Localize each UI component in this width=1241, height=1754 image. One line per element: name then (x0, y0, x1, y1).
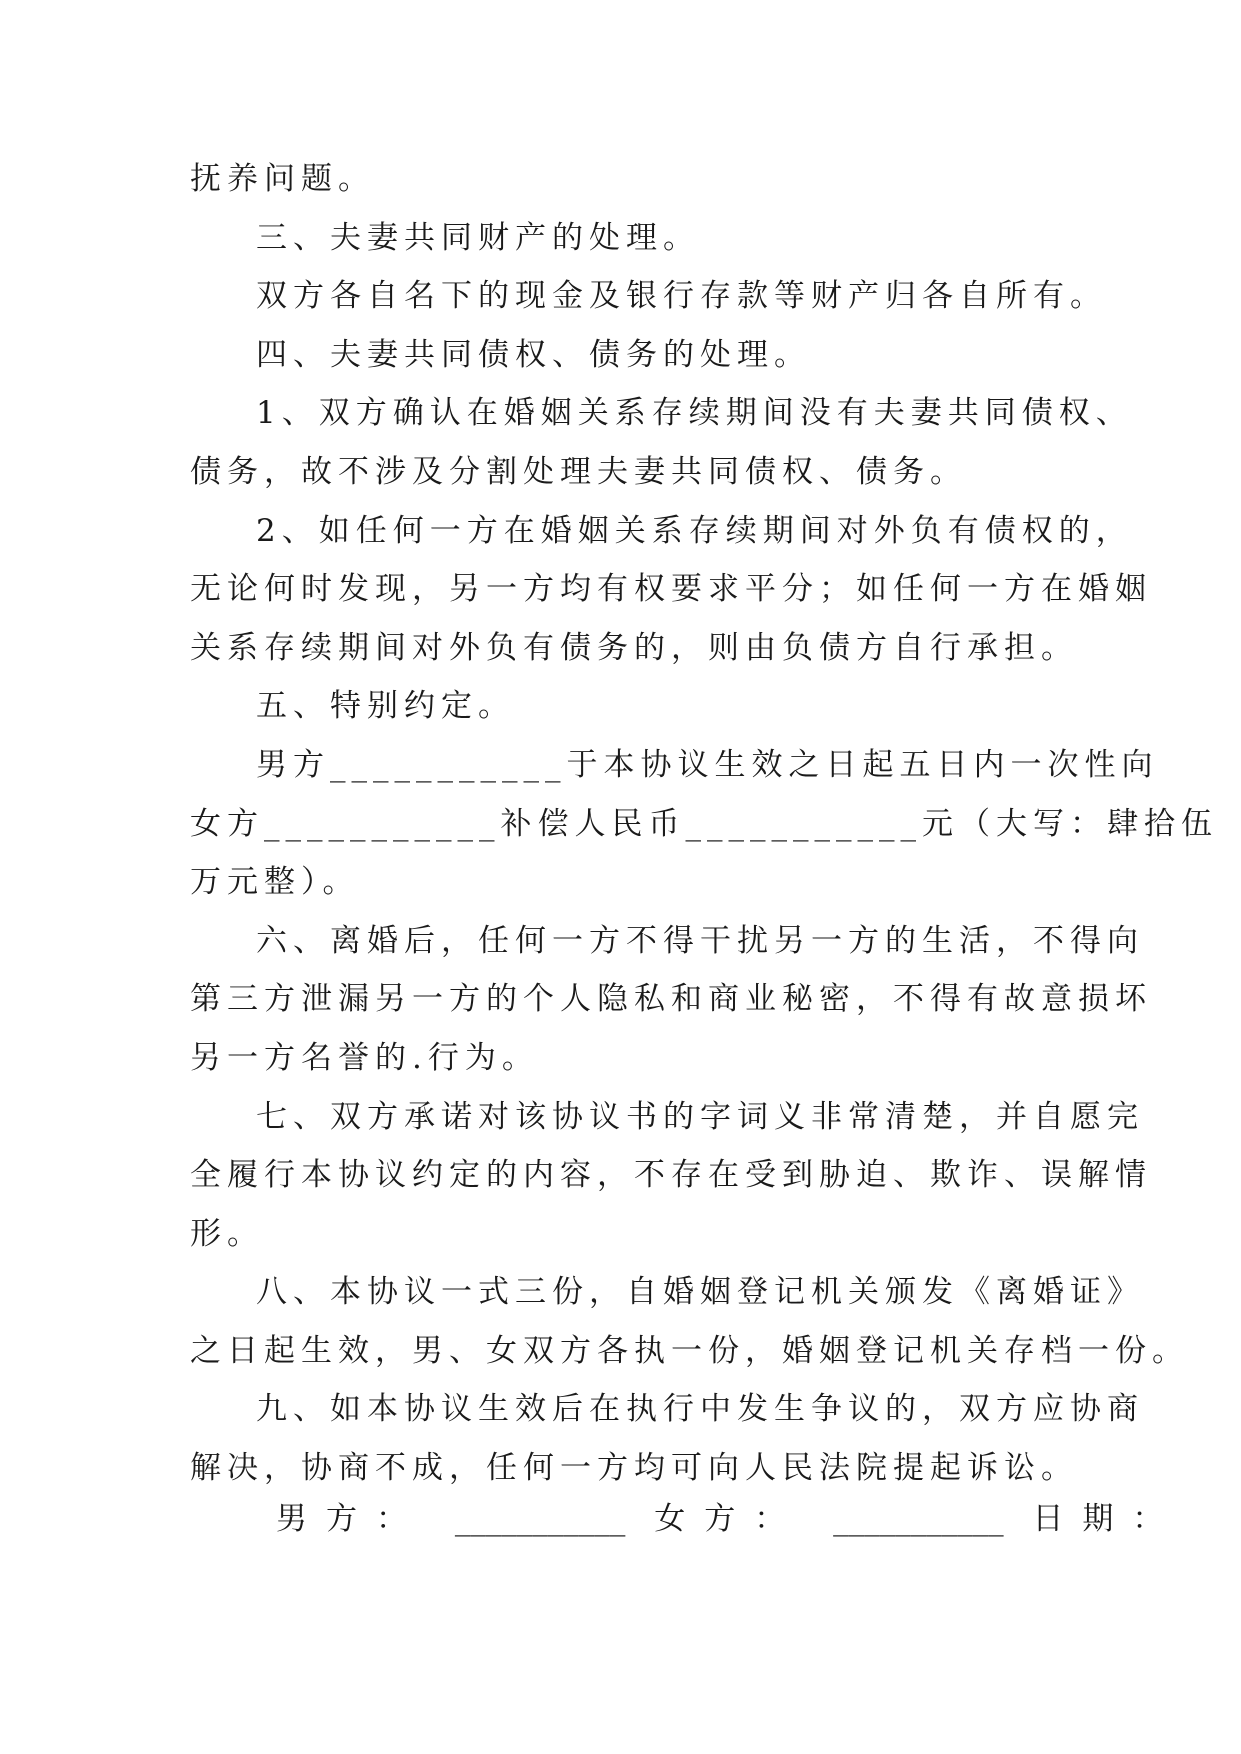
paragraph-line: 万元整）。 (190, 864, 360, 901)
signature-line (276, 1490, 1182, 1548)
paragraph-line: 之日起生效，男、女双方各执一份，婚姻登记机关存档一份。 (190, 1332, 1189, 1369)
female-signature-label: 女方： (654, 1501, 805, 1537)
paragraph-line: 男方___________于本协议生效之日起五日内一次性向 (256, 746, 1159, 783)
paragraph-line: 解决，协商不成，任何一方均可向人民法院提起诉讼。 (190, 1450, 1078, 1487)
paragraph-line: 形。 (190, 1215, 264, 1252)
document-body (190, 150, 1218, 1498)
section-heading: 三、夫妻共同财产的处理。 (256, 219, 700, 256)
female-signature-blank: ___________ (833, 1501, 1004, 1537)
paragraph-line: 2、如任何一方在婚姻关系存续期间对外负有债权的， (256, 512, 1133, 549)
male-signature-blank: ___________ (454, 1501, 626, 1537)
paragraph-line: 无论何时发现，另一方均有权要求平分；如任何一方在婚姻 (190, 571, 1152, 608)
paragraph-line: 全履行本协议约定的内容，不存在受到胁迫、欺诈、误解情 (190, 1157, 1152, 1194)
paragraph-line: 双方各自名下的现金及银行存款等财产归各自所有。 (256, 278, 1107, 315)
section-heading: 五、特别约定。 (256, 688, 515, 725)
paragraph-line: 1、双方确认在婚姻关系存续期间没有夫妻共同债权、 (256, 395, 1133, 432)
paragraph-line: 关系存续期间对外负有债务的，则由负债方自行承担。 (190, 629, 1078, 666)
paragraph-line: 七、双方承诺对该协议书的字词义非常清楚，并自愿完 (256, 1098, 1144, 1135)
male-signature-label: 男方： (276, 1501, 426, 1537)
paragraph-line: 八、本协议一式三份，自婚姻登记机关颁发《离婚证》 (256, 1274, 1144, 1311)
paragraph-line: 九、如本协议生效后在执行中发生争议的，双方应协商 (256, 1391, 1144, 1428)
paragraph-line: 抚养问题。 (190, 161, 375, 197)
paragraph-line: 第三方泄漏另一方的个人隐私和商业秘密，不得有故意损坏 (190, 981, 1152, 1018)
paragraph-line: 另一方名誉的.行为。 (190, 1039, 539, 1076)
date-label: 日期： (1032, 1501, 1183, 1537)
section-heading: 四、夫妻共同债权、债务的处理。 (256, 336, 811, 373)
paragraph-line: 债务，故不涉及分割处理夫妻共同债权、债务。 (190, 453, 967, 490)
paragraph-line: 六、离婚后，任何一方不得干扰另一方的生活，不得向 (256, 922, 1144, 959)
paragraph-line: 女方___________补偿人民币___________元（大写：肆拾伍 (190, 805, 1218, 842)
